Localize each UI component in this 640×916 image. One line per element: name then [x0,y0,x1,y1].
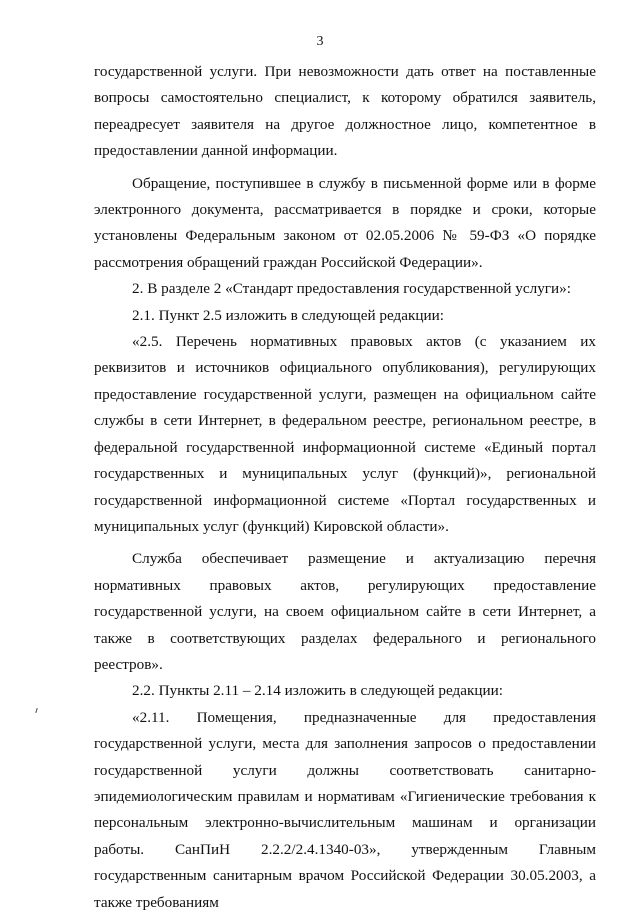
paragraph-item-2-2: 2.2. Пункты 2.11 – 2.14 изложить в следующей редакции: [132,682,504,700]
paragraph-section-2-heading: 2. В разделе 2 «Стандарт предоставления государственной услуги»: [132,280,571,298]
paragraph-item-2-11: «2.11. Помещения, предназначенные для предоставления государственной услуги, места для заполнения запросов о предоставлении государственной услуги должны соответствовать санитарно-эпидемиологическим правилам и нормативам «Гигиенические требования к персональным электронно-вычислительным машинам и организации работы. СанПиН 2.2.2/2.4.1340-03», утвержденным Главным государственным санитарным врачом Российской Федерации 30.05.2003, а также требованиям [94,708,596,911]
margin-mark [35,708,37,713]
paragraph-continuation: государственной услуги. При невозможности дать ответ на поставленные вопросы самостоятельно специалист, к которому обратился заявитель, переадресует заявителя на другое должностное лицо, компетентное в предоставлении данной информации. [94,63,596,160]
document-body [94,59,596,916]
paragraph-appeal-procedure: Обращение, поступившее в службу в письменной форме или в форме электронного документа, рассматривается в порядке и сроки, которые установлены Федеральным законом от 02.05.2006 № 59-ФЗ «О порядке рассмотрения обращений граждан Российской Федерации». [94,174,596,271]
paragraph-service-obligation: Служба обеспечивает размещение и актуализацию перечня нормативных правовых актов, регулирующих предоставление государственной услуги, на своем официальном сайте в сети Интернет, а также в соответствующих разделах федерального и регионального реестров». [94,550,596,673]
paragraph-item-2-5: «2.5. Перечень нормативных правовых актов (с указанием их реквизитов и источников официального опубликования), регулирующих предоставление государственной услуги, размещен на официальном сайте службы в сети Интернет, в федеральном реестре, региональном реестре, в федеральной государственной информационной системе «Единый портал государственных и муниципальных услуг (функций)», региональной государственной информационной системе «Портал государственных и муниципальных услуг (функций) Кировской области». [94,333,596,535]
paragraph-item-2-1: 2.1. Пункт 2.5 изложить в следующей редакции: [132,306,445,324]
page-number: 3 [316,34,324,49]
